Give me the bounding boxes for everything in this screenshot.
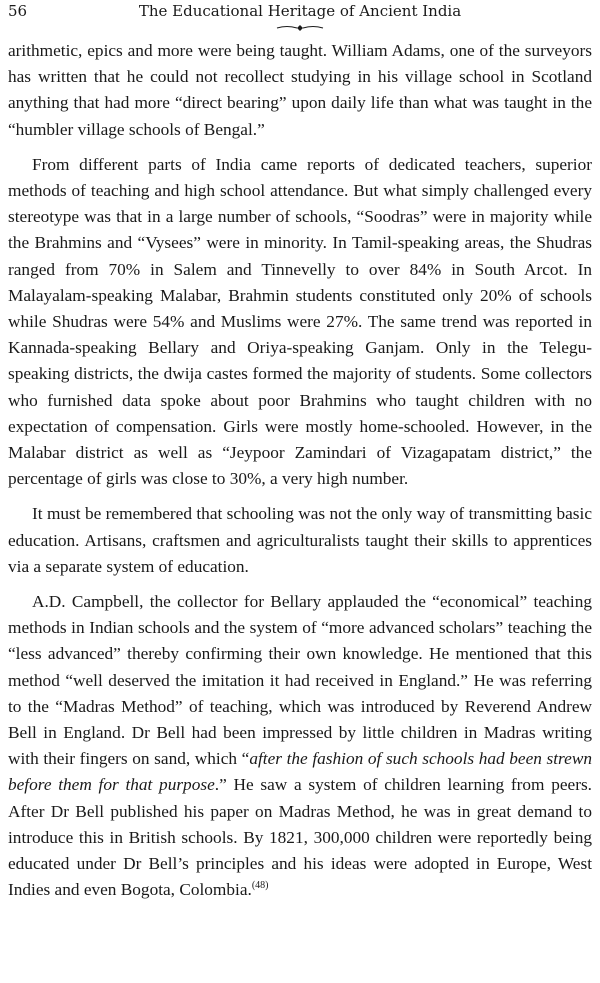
paragraph-4-italic-quote: after the fashion of such schools had been strewn before them for that purpose — [8, 749, 592, 795]
paragraph-3 — [8, 501, 592, 580]
running-title: The Educational Heritage of Ancient India — [138, 2, 462, 20]
paragraph-4-text-start: A.D. Campbell, the collector for Bellary applauded the “economical” teaching methods in Indian schools and the system of “more advanced scholars” teaching the “less advanced” thereby confirming their own knowledge. He mentioned that this method “well deserved the imitation it had received in England.” He was referring to the “Madras Method” of teaching, which was introduced by Reverend Andrew Bell in England. Dr Bell had been impressed by little children in Madras writing with their fingers on sand, which “ — [8, 592, 592, 769]
paragraph-1-text: arithmetic, epics and more were being taught. William Adams, one of the surveyors has written that he could not recollect studying in his village school in Scotland anything that had more “direct bearing” upon daily life than what was taught in the “humbler village schools of Bengal.” — [8, 41, 592, 139]
paragraph-1 — [8, 38, 592, 143]
paragraph-4-text-end: .” He saw a system of children learning from peers. After Dr Bell published his paper on Madras Method, he was in great demand to introduce this in British schools. By 1821, 300,000 children were reportedly being educated under Dr Bell’s principles and his ideas were adopted in Europe, West Indies and even Bogota, Colombia. — [8, 775, 592, 900]
page-number: 56 — [8, 2, 28, 20]
paragraph-2 — [8, 152, 592, 493]
paragraph-2-text: From different parts of India came reports of dedicated teachers, superior methods of teaching and high school attendance. But what simply challenged every stereotype was that in a large number of schools, “Soodras” were in majority while the Brahmins and “Vysees” were in minority. In Tamil-speaking areas, the Shudras ranged from 70% in Salem and Tinnevelly to over 84% in South Arcot. In Malayalam-speaking Malabar, Brahmin students constituted only 20% of schools while Shudras were 54% and Muslims were 27%. The same trend was reported in Kannada-speaking Bellary and Oriya-speaking Ganjam. Only in the Telegu-speaking districts, the dwija castes formed the majority of students. Some collectors who furnished data spoke about poor Brahmins who taught children with no expectation of compensation. Girls were mostly home-schooled. However, in the Malabar district as well as “Jeypoor Zamindari of Vizagapatam district,” the percentage of girls was close to 30%, a very high number. — [8, 154, 592, 489]
body-text — [8, 38, 592, 904]
page-header — [8, 2, 592, 26]
paragraph-3-text: It must be remembered that schooling was not the only way of transmitting basic education. Artisans, craftsmen and agriculturalists taught their skills to apprentices via a separate system of education. — [8, 504, 592, 576]
paragraph-4 — [8, 589, 592, 903]
header-ornament-icon — [275, 24, 325, 32]
footnote-reference[interactable]: (48) — [251, 880, 269, 892]
